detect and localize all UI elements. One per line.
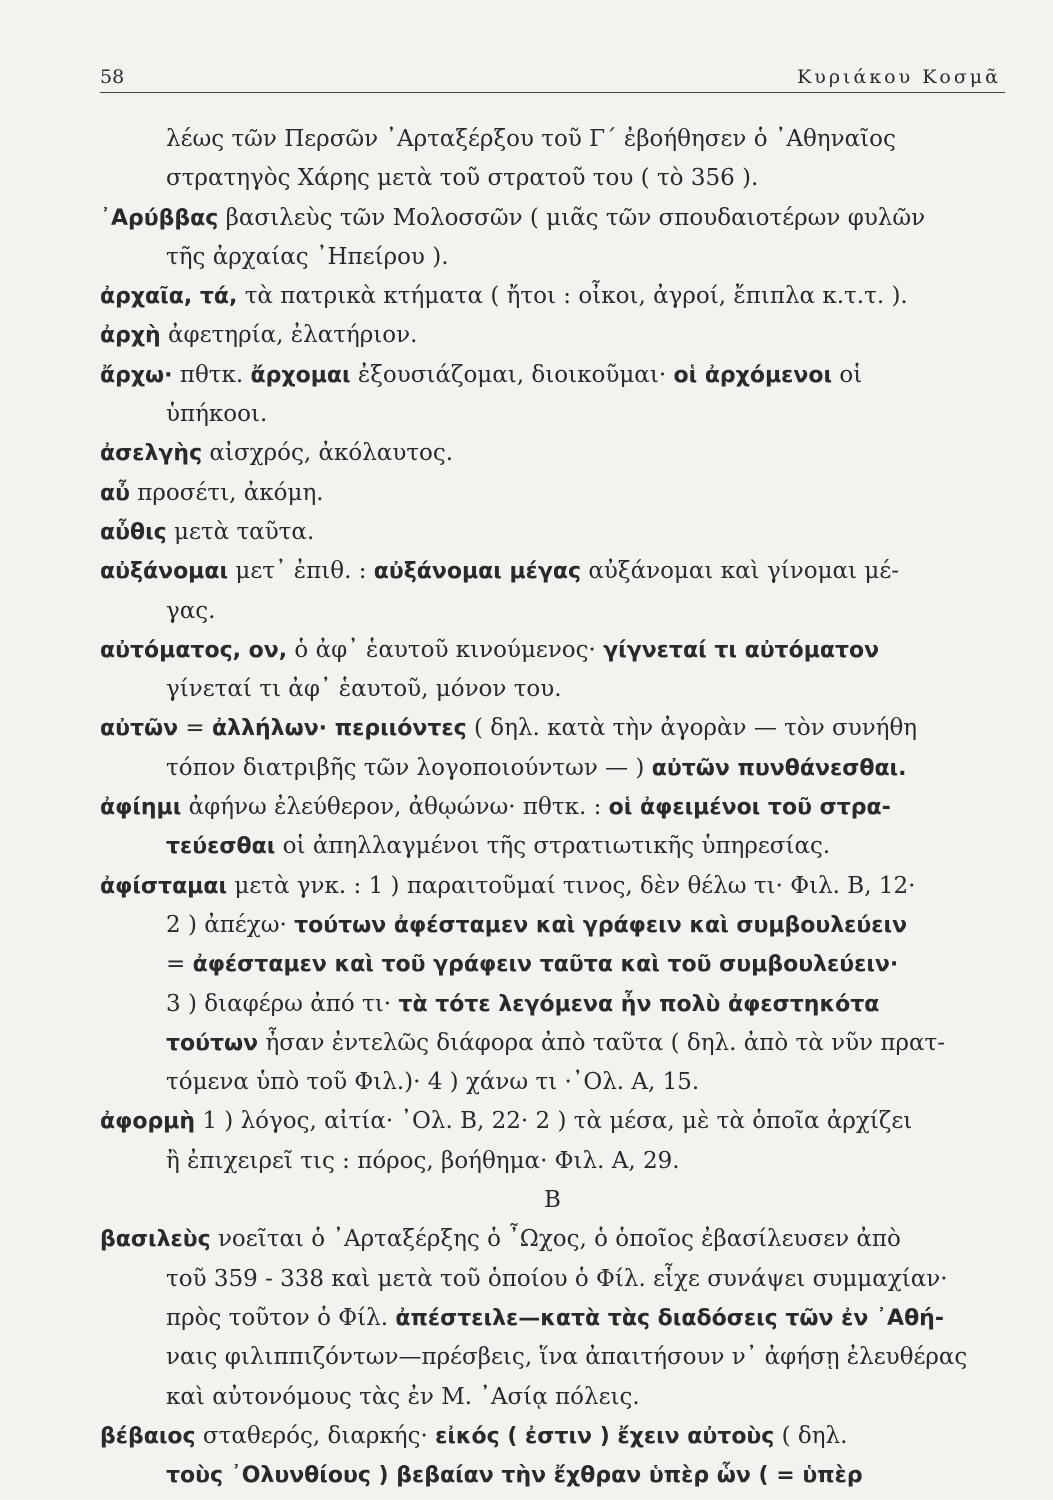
lemma-bold: αὐξάνομαι [100, 559, 229, 585]
lemma-bold: τοὺς ᾿Ολυνθίους ) βεβαίαν τὴν ἔχθραν ὑπὲρ ὧν ( = ὑπὲρ [166, 1463, 863, 1489]
lemma-bold: ἄρχομαι [250, 362, 351, 388]
lemma-bold: τούτων ἀφέσταμεν καὶ γράφειν καὶ συμβουλεύειν [294, 912, 908, 938]
text-line [100, 1063, 1005, 1102]
lemma-bold: ἀπέστειλε—κατὰ τὰς διαδόσεις τῶν ἐν ᾿Αθή- [395, 1305, 944, 1331]
lemma-bold: ἀρχαῖα, τά, [100, 284, 238, 310]
running-head: Κυριάκου Κοσμᾶ [797, 66, 1001, 88]
definition-text: τὰ πατρικὰ κτήματα ( ἤτοι : οἶκοι, ἀγροί, ἔπιπλα κ.τ.τ. ). [237, 283, 908, 310]
definition-text: ἦσαν ἐντελῶς διάφορα ἀπὸ ταῦτα ( δηλ. ἀπὸ τὰ νῦν πρατ- [258, 1029, 946, 1056]
lemma-bold: οἱ ἀφειμένοι τοῦ στρα- [608, 795, 891, 821]
lemma-bold: ἀφίσταμαι [100, 873, 228, 899]
definition-text: = [178, 715, 213, 742]
definition-text: αἰσχρός, ἀκόλαυτος. [202, 440, 454, 467]
definition-text: βασιλεὺς τῶν Μολοσσῶν ( μιᾶς τῶν σπουδαιοτέρων φυλῶν [218, 204, 926, 231]
page-header [100, 56, 1005, 93]
lemma-bold: εἰκός ( ἐστιν ) ἔχειν αὐτοὺς [435, 1423, 775, 1449]
definition-text: πθτκ. [172, 361, 251, 388]
text-line [100, 159, 1005, 198]
text-line [100, 1142, 1005, 1181]
definition-text: 2 ) ἀπέχω· [166, 911, 295, 938]
text-line [100, 985, 1005, 1024]
lemma-bold: ἀφίημι [100, 795, 182, 821]
text-line [100, 395, 1005, 434]
definition-text: αὐξάνομαι καὶ γίνομαι μέ- [581, 558, 900, 585]
text-line [100, 238, 1005, 277]
definition-text: μετὰ γνκ. : 1 ) παραιτοῦμαί τινος, δὲν θέλω τι· Φιλ. Β, 12· [227, 872, 916, 899]
lemma-bold: βέβαιος [100, 1423, 196, 1449]
definition-text: οἱ ἀπηλλαγμένοι τῆς στρατιωτικῆς ὑπηρεσίας. [275, 833, 831, 860]
lemma-bold: ᾿Αρύββας [100, 205, 219, 231]
section-letter: Β [544, 1187, 561, 1214]
lemma-bold: αὐτῶν [100, 716, 179, 742]
definition-text: τόμενα ὑπὸ τοῦ Φιλ.)· 4 ) χάνω τι ·᾿Ολ. Α, 15. [166, 1069, 700, 1096]
definition-text: ( δηλ. [774, 1422, 848, 1449]
lemma-bold: αὖθις [100, 519, 167, 545]
text-line [100, 1024, 1005, 1063]
text-line [100, 1378, 1005, 1417]
text-line [100, 277, 1005, 316]
definition-text: σταθερός, διαρκής· [195, 1422, 436, 1449]
definition-text: = [166, 951, 193, 978]
text-line [100, 1220, 1005, 1259]
lemma-bold: τούτων [166, 1030, 259, 1056]
lemma-bold: οἱ ἀρχόμενοι [673, 362, 833, 388]
text-line [100, 1456, 1005, 1495]
text-line [100, 1299, 1005, 1338]
lemma-bold: αὐτόματος, ον, [100, 637, 288, 663]
text-line [100, 592, 1005, 631]
lemma-bold: ἀρχὴ [100, 323, 161, 349]
definition-text: ( δηλ. κατὰ τὴν ἀγορὰν — τὸν συνήθη [466, 715, 918, 742]
definition-text: μετὰ ταῦτα. [166, 518, 315, 545]
text-line [100, 513, 1005, 552]
text-line [100, 1417, 1005, 1456]
text-line [100, 1102, 1005, 1141]
lemma-bold: ἀφέσταμεν καὶ τοῦ γράφειν ταῦτα καὶ τοῦ συμβουλεύειν· [192, 952, 899, 978]
text-line [100, 1338, 1005, 1377]
text-line [100, 906, 1005, 945]
definition-text: προσέτι, ἀκόμη. [129, 479, 324, 506]
lemma-bold: τὰ τότε λεγόμενα ἦν πολὺ ἀφεστηκότα [398, 991, 880, 1017]
lemma-bold: αὖ [100, 480, 130, 506]
lemma-bold: τεύεσθαι [166, 834, 276, 860]
definition-text: ἀφετηρία, ἐλατήριον. [160, 322, 418, 349]
text-line [100, 788, 1005, 827]
definition-text: οἱ [832, 361, 863, 388]
lemma-bold: γίγνεταί τι αὐτόματον [603, 637, 880, 663]
lemma-bold: ἀσελγὴς [100, 441, 203, 467]
text-line [100, 316, 1005, 355]
definition-text: ὁ ἀφ᾿ ἑαυτοῦ κινούμενος· [287, 636, 604, 663]
definition-text: λέως τῶν Περσῶν ᾿Αρταξέρξου τοῦ Γ΄ ἐβοήθησεν ὁ ᾿Αθηναῖος [166, 126, 896, 152]
lemma-bold: ἀφορμὴ [100, 1109, 196, 1135]
text-line [100, 749, 1005, 788]
text-line [100, 552, 1005, 591]
text-line [100, 631, 1005, 670]
definition-text: ἀφήνω ἐλεύθερον, ἀθῳώνω· πθτκ. : [181, 794, 609, 821]
text-line [100, 474, 1005, 513]
lemma-bold: ἀλλήλων· περιιόντες [212, 716, 467, 742]
definition-text: ἢ ἐπιχειρεῖ τις : πόρος, βοήθημα· Φιλ. Α, 29. [166, 1147, 680, 1174]
definition-text: γας. [166, 597, 216, 624]
text-line [100, 945, 1005, 984]
text-line [100, 120, 1005, 159]
lemma-bold: βασιλεὺς [100, 1227, 211, 1253]
glossary-text [100, 120, 1005, 1495]
lemma-bold: αὐτῶν πυνθάνεσθαι. [651, 755, 907, 781]
definition-text: 1 ) λόγος, αἰτία· ᾿Ολ. Β, 22· 2 ) τὰ μέσα, μὲ τὰ ὁποῖα ἀρχίζει [195, 1108, 913, 1135]
definition-text: 3 ) διαφέρω ἀπό τι· [166, 990, 399, 1017]
text-line [100, 434, 1005, 473]
definition-text: τόπον διατριβῆς τῶν λογοποιούντων — ) [166, 754, 652, 781]
definition-text: στρατηγὸς Χάρης μετὰ τοῦ στρατοῦ του ( τὸ 356 ). [166, 165, 759, 192]
text-line [100, 709, 1005, 748]
lemma-bold: αὐξάνομαι μέγας [373, 559, 582, 585]
definition-text: ὑπήκοοι. [166, 401, 268, 428]
text-line [100, 670, 1005, 709]
definition-text: καὶ αὐτονόμους τὰς ἐν Μ. ᾿Ασίᾳ πόλεις. [166, 1383, 640, 1410]
lemma-bold: ἄρχω· [100, 362, 173, 388]
text-line [100, 199, 1005, 238]
definition-text: νοεῖται ὁ ᾿Αρταξέρξης ὁ ῏Ωχος, ὁ ὁποῖος ἐβασίλευσεν ἀπὸ [210, 1226, 901, 1253]
text-line [100, 1260, 1005, 1299]
definition-text: πρὸς τοῦτον ὁ Φίλ. [166, 1304, 396, 1331]
definition-text: γίνεταί τι ἀφ᾿ ἑαυτοῦ, μόνον του. [166, 676, 562, 703]
page-number: 58 [100, 66, 125, 88]
definition-text: τοῦ 359 - 338 καὶ μετὰ τοῦ ὁποίου ὁ Φίλ. εἶχε συνάψει συμμαχίαν· [166, 1265, 948, 1292]
definition-text: τῆς ἀρχαίας ᾿Ηπείρου ). [166, 243, 449, 270]
text-line [100, 867, 1005, 906]
definition-text: μετ᾿ ἐπιθ. : [228, 558, 374, 585]
text-line [100, 827, 1005, 866]
text-line [100, 356, 1005, 395]
definition-text: ἐξουσιάζομαι, διοικοῦμαι· [350, 361, 674, 388]
definition-text: ναις φιλιππιζόντων—πρέσβεις, ἵνα ἀπαιτήσουν ν᾿ ἀφήσῃ ἐλευθέρας [166, 1344, 968, 1371]
